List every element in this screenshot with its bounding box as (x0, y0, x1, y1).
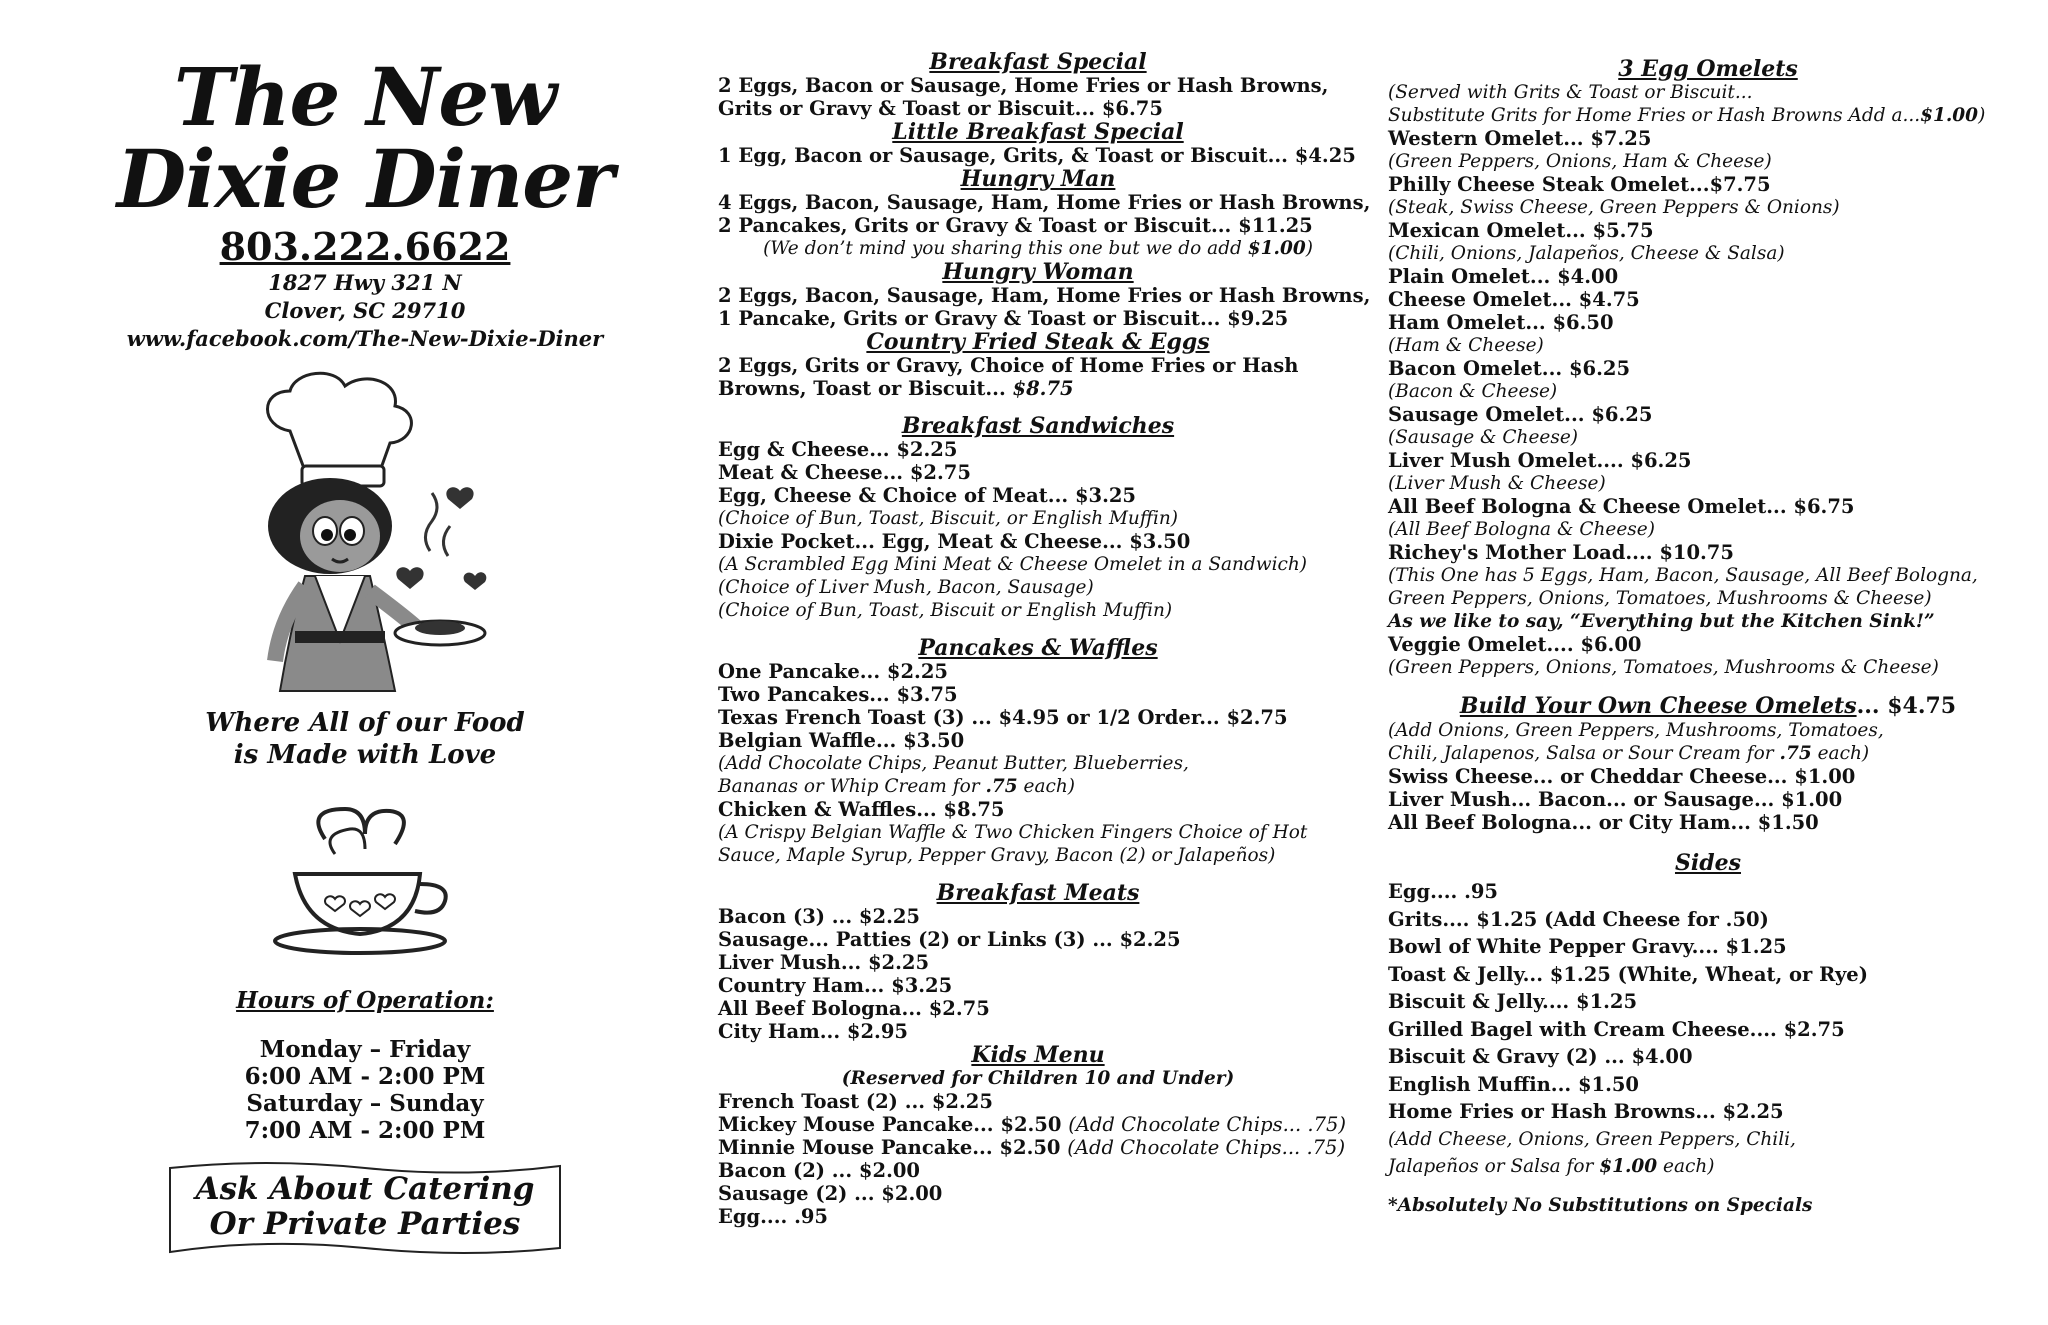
menu-note: (This One has 5 Eggs, Ham, Bacon, Sausage, All Beef Bologna, (1388, 565, 1978, 586)
menu-item: All Beef Bologna... or City Ham... $1.50 (1388, 811, 1819, 834)
menu-item: French Toast (2) ... $2.25 (718, 1090, 993, 1113)
menu-note: (Bacon & Cheese) (1388, 381, 1558, 402)
menu-item: Egg.... .95 (1388, 880, 1499, 903)
menu-item: Dixie Pocket... Egg, Meat & Cheese... $3.50 (718, 530, 1191, 553)
menu-item: Grits or Gravy & Toast or Biscuit... $6.75 (718, 97, 1163, 120)
website: www.facebook.com/The-New-Dixie-Diner (126, 326, 604, 351)
menu-item: Two Pancakes... $3.75 (718, 683, 958, 706)
menu-note: Bananas or Whip Cream for .75 each) (718, 776, 1075, 797)
menu-item: Grilled Bagel with Cream Cheese.... $2.75 (1388, 1017, 1845, 1041)
slogan-line2: is Made with Love (233, 740, 497, 770)
restaurant-name-line1: The New (173, 50, 557, 144)
menu-item: Chicken & Waffles... $8.75 (718, 798, 1005, 821)
menu-item: Liver Mush... $2.25 (718, 951, 930, 974)
menu-item: Veggie Omelet.... $6.00 (1388, 633, 1642, 656)
menu-item: Country Ham... $3.25 (718, 974, 953, 997)
menu-note: Sauce, Maple Syrup, Pepper Gravy, Bacon (2) or Jalapeños) (718, 845, 1276, 866)
menu-item: Richey's Mother Load.... $10.75 (1388, 541, 1734, 564)
menu-note: (Served with Grits & Toast or Biscuit... (1388, 82, 1753, 103)
menu-item: Ham Omelet... $6.50 (1388, 311, 1614, 334)
menu-note: (Ham & Cheese) (1388, 335, 1544, 356)
menu-note: (Add Onions, Green Peppers, Mushrooms, Tomatoes, (1388, 720, 1884, 741)
menu-item: Bacon Omelet... $6.25 (1388, 357, 1631, 380)
menu-item: 2 Eggs, Bacon or Sausage, Home Fries or Hash Browns, (718, 74, 1329, 97)
menu-note: (Add Cheese, Onions, Green Peppers, Chili, (1388, 1128, 1796, 1150)
menu-note: As we like to say, “Everything but the Kitchen Sink!” (1388, 611, 1935, 632)
phone-number: 803.222.6622 (219, 224, 511, 269)
menu-note: (Liver Mush & Cheese) (1388, 473, 1606, 494)
menu-item: Sausage (2) ... $2.00 (718, 1182, 943, 1205)
menu-item: Bacon (2) ... $2.00 (718, 1159, 920, 1182)
menu-item: All Beef Bologna & Cheese Omelet... $6.75 (1388, 495, 1855, 518)
menu-item: Western Omelet... $7.25 (1388, 127, 1652, 150)
hours-line: Saturday – Sunday (246, 1090, 484, 1117)
menu-item: Mexican Omelet... $5.75 (1388, 219, 1654, 242)
menu-note: (Green Peppers, Onions, Ham & Cheese) (1388, 151, 1772, 172)
section-title-breakfast-special: Breakfast Special (929, 49, 1147, 75)
menu-item: Cheese Omelet... $4.75 (1388, 288, 1640, 311)
menu-item: Sausage Omelet... $6.25 (1388, 403, 1653, 426)
section-title-sandwiches: Breakfast Sandwiches (901, 413, 1175, 439)
menu-note: (All Beef Bologna & Cheese) (1388, 519, 1655, 540)
menu-item: 1 Pancake, Grits or Gravy & Toast or Biscuit... $9.25 (718, 307, 1289, 330)
menu-item: Minnie Mouse Pancake... $2.50 (Add Chocolate Chips... .75) (718, 1136, 1346, 1159)
coffee-cup-hearts-icon (265, 799, 465, 959)
section-title-sides: Sides (1674, 850, 1741, 876)
hours-heading: Hours of Operation: (236, 987, 494, 1014)
catering-line2: Or Private Parties (209, 1206, 521, 1242)
menu-item: 2 Eggs, Bacon, Sausage, Ham, Home Fries or Hash Browns, (718, 284, 1371, 307)
menu-item: Egg.... .95 (718, 1205, 829, 1228)
menu-item: One Pancake... $2.25 (718, 660, 948, 683)
menu-item: Mickey Mouse Pancake... $2.50 (Add Chocolate Chips... .75) (718, 1113, 1347, 1136)
menu-note: (We don’t mind you sharing this one but we do add $1.00) (763, 238, 1313, 259)
kids-subtitle: (Reserved for Children 10 and Under) (841, 1068, 1235, 1089)
slogan-line1: Where All of our Food (205, 708, 525, 738)
menu-note: Jalapeños or Salsa for $1.00 each) (1388, 1155, 1715, 1177)
menu-note: (A Crispy Belgian Waffle & Two Chicken Fingers Choice of Hot (718, 822, 1308, 843)
menu-item: Egg & Cheese... $2.25 (718, 438, 958, 461)
menu-item: Philly Cheese Steak Omelet...$7.75 (1388, 173, 1771, 196)
section-title-hungry-woman: Hungry Woman (942, 259, 1134, 285)
menu-note: (A Scrambled Egg Mini Meat & Cheese Omelet in a Sandwich) (718, 554, 1308, 575)
menu-item: Liver Mush Omelet.... $6.25 (1388, 449, 1692, 472)
chef-illustration-icon (220, 371, 510, 701)
section-title-country-fried: Country Fried Steak & Eggs (866, 329, 1210, 355)
menu-note: (Chili, Onions, Jalapeños, Cheese & Salsa) (1388, 243, 1785, 264)
substitution-footnote: *Absolutely No Substitutions on Specials (1388, 1194, 1813, 1216)
menu-item: Bacon (3) ... $2.25 (718, 905, 920, 928)
section-title-kids: Kids Menu (971, 1042, 1105, 1068)
menu-item: Meat & Cheese... $2.75 (718, 461, 971, 484)
menu-item: City Ham... $2.95 (718, 1020, 908, 1043)
catering-banner (165, 1160, 565, 1260)
menu-item: Biscuit & Jelly.... $1.25 (1388, 990, 1638, 1013)
section-title-pancakes: Pancakes & Waffles (918, 635, 1158, 661)
menu-note: (Add Chocolate Chips, Peanut Butter, Blueberries, (718, 753, 1189, 774)
menu-item: Grits.... $1.25 (Add Cheese for .50) (1388, 907, 1769, 931)
menu-item: Sausage... Patties (2) or Links (3) ... $2.25 (718, 928, 1181, 951)
menu-item: Plain Omelet... $4.00 (1388, 265, 1619, 288)
menu-item: Biscuit & Gravy (2) ... $4.00 (1388, 1045, 1693, 1068)
menu-item: 1 Egg, Bacon or Sausage, Grits, & Toast or Biscuit... $4.25 (718, 144, 1356, 167)
section-title-hungry-man: Hungry Man (960, 166, 1116, 192)
section-title-meats: Breakfast Meats (936, 880, 1140, 906)
menu-item: Swiss Cheese... or Cheddar Cheese... $1.00 (1388, 765, 1856, 788)
menu-item: All Beef Bologna... $2.75 (718, 997, 990, 1020)
menu-item: Liver Mush... Bacon... or Sausage... $1.00 (1388, 788, 1843, 811)
middle-menu-column (718, 0, 1371, 1228)
menu-item: 2 Eggs, Grits or Gravy, Choice of Home Fries or Hash (718, 354, 1299, 377)
menu-item: Bowl of White Pepper Gravy.... $1.25 (1388, 935, 1787, 958)
hours-line: Monday – Friday (259, 1036, 471, 1063)
menu-item: 2 Pancakes, Grits or Gravy & Toast or Biscuit... $11.25 (718, 214, 1313, 237)
menu-note: Substitute Grits for Home Fries or Hash Browns Add a...$1.00) (1388, 105, 1986, 126)
menu-note: Chili, Jalapenos, Salsa or Sour Cream for .75 each) (1388, 743, 1870, 764)
address-line1: 1827 Hwy 321 N (268, 270, 462, 295)
menu-note: (Choice of Liver Mush, Bacon, Sausage) (718, 577, 1094, 598)
build-omelet-heading: Build Your Own Cheese Omelets... $4.75 (1459, 693, 1957, 719)
menu-item: Browns, Toast or Biscuit... $8.75 (718, 377, 1074, 400)
menu-item: English Muffin... $1.50 (1388, 1072, 1640, 1096)
menu-note: (Steak, Swiss Cheese, Green Peppers & Onions) (1388, 197, 1840, 218)
address-line2: Clover, SC 29710 (264, 298, 466, 323)
section-title-little-breakfast: Little Breakfast Special (892, 119, 1184, 145)
menu-item: Toast & Jelly... $1.25 (White, Wheat, or Rye) (1388, 962, 1868, 986)
section-title-omelets: 3 Egg Omelets (1618, 56, 1798, 82)
restaurant-name-line2: Dixie Diner (116, 132, 614, 226)
left-panel (90, 0, 640, 1260)
menu-item: Egg, Cheese & Choice of Meat... $3.25 (718, 484, 1137, 507)
menu-item: Belgian Waffle... $3.50 (718, 729, 965, 752)
hours-line: 6:00 AM - 2:00 PM (244, 1063, 486, 1090)
menu-note: (Choice of Bun, Toast, Biscuit or English Muffin) (718, 600, 1173, 621)
hours-line: 7:00 AM - 2:00 PM (244, 1117, 486, 1144)
right-menu-column (1388, 0, 2028, 1217)
menu-note: (Choice of Bun, Toast, Biscuit, or English Muffin) (718, 508, 1178, 529)
menu-item: Texas French Toast (3) ... $4.95 or 1/2 Order... $2.75 (718, 706, 1288, 729)
catering-line1: Ask About Catering (195, 1171, 535, 1207)
menu-item: Home Fries or Hash Browns... $2.25 (1388, 1100, 1784, 1123)
menu-note: (Green Peppers, Onions, Tomatoes, Mushrooms & Cheese) (1388, 657, 1939, 678)
menu-note: Green Peppers, Onions, Tomatoes, Mushrooms & Cheese) (1388, 588, 1932, 609)
menu-item: 4 Eggs, Bacon, Sausage, Ham, Home Fries or Hash Browns, (718, 191, 1371, 214)
menu-note: (Sausage & Cheese) (1388, 427, 1579, 448)
